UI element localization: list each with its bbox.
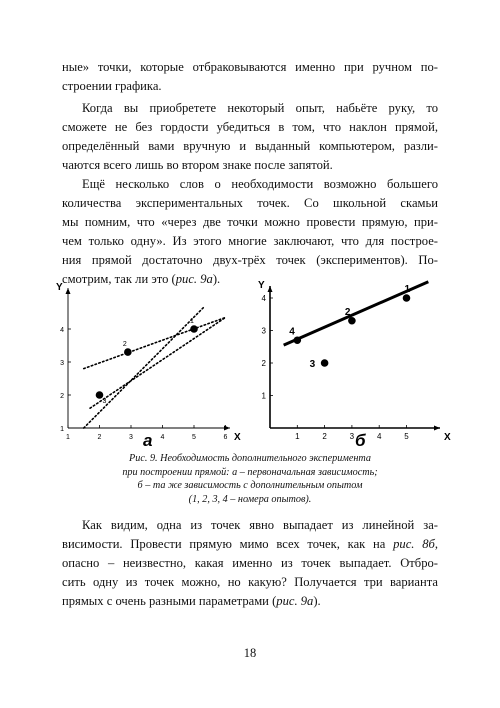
text-line: Когда вы приобретете некоторый опыт, набьёте руку, то	[82, 101, 438, 115]
y-axis-arrow	[66, 288, 71, 294]
text-line: Ещё несколько слов о необходимости возможно большего	[82, 177, 438, 191]
text-line: чем только одну». Из этого многие заключают, что для построе-	[62, 234, 438, 248]
y-tick-label: 2	[261, 359, 266, 368]
point-label: 1	[190, 318, 194, 325]
text-line: опасно – неизвестно, какая именно из точек выпадает. Отбро-	[62, 556, 438, 570]
text-line: смотрим, так ли это (рис. 9а).	[62, 272, 221, 286]
panel-label: б	[355, 431, 366, 450]
x-axis-label: X	[234, 432, 241, 443]
text-line: количества экспериментальных точек. Со школьной скамьи	[62, 196, 438, 210]
data-point	[190, 325, 198, 333]
text-line: прямых с очень разными параметрами (рис. 9а).	[62, 594, 321, 608]
x-tick-label: 5	[192, 434, 196, 441]
figure-reference: рис. 9а	[276, 594, 314, 608]
text-line: строении графика.	[62, 79, 162, 93]
y-tick-label: 4	[60, 327, 64, 334]
x-tick-label: 3	[129, 434, 133, 441]
x-tick-label: 6	[223, 434, 228, 441]
paragraph-3	[62, 175, 438, 289]
y-axis-label: Y	[258, 280, 265, 291]
paragraph-1	[62, 58, 438, 96]
fit-line	[84, 308, 204, 428]
y-tick-label: 1	[60, 426, 64, 433]
text-line: чаются всего лишь во втором знаке после запятой.	[62, 158, 333, 172]
caption-line: Рис. 9. Необходимость дополнительного эксперимента	[129, 453, 371, 464]
point-label: 2	[344, 306, 351, 318]
chart-panel-b	[252, 278, 452, 448]
text-line: Как видим, одна из точек явно выпадает из линейной за-	[82, 518, 438, 532]
text-line: сить одну из точек можно, но какую? Получается три варианта	[62, 575, 438, 589]
x-tick-label: 1	[295, 432, 300, 441]
text-line: ные» точки, которые отбраковываются именно при ручном по-	[62, 60, 438, 74]
point-label: 3	[309, 359, 316, 370]
x-tick-label: 4	[376, 432, 382, 441]
y-tick-label: 1	[261, 391, 266, 401]
fit-line	[84, 317, 226, 368]
x-tick-label: 3	[349, 432, 355, 441]
caption-line: б – та же зависимость с дополнительным опытом	[137, 480, 363, 491]
y-tick-label: 3	[261, 326, 266, 336]
page-number: 18	[243, 646, 257, 660]
point-label: 4	[289, 326, 295, 338]
text-line: мы помним, что «через две точки можно провести прямую, при-	[62, 215, 438, 229]
x-axis-arrow	[224, 426, 230, 431]
text-line: висимости. Провести прямую мимо всех точек, как на рис. 8б,	[62, 537, 438, 551]
text-line: определённый вами вручную и выданный компьютером, разли-	[62, 139, 438, 153]
figure-reference: рис. 8б	[393, 537, 435, 551]
caption-line: при построении прямой: а – первоначальная зависимость;	[122, 466, 378, 478]
y-tick-label: 2	[60, 393, 64, 400]
y-tick-label: 4	[261, 294, 266, 303]
data-point	[294, 336, 302, 344]
y-tick-label: 3	[60, 360, 64, 367]
chart-panel-a	[50, 278, 240, 448]
point-label: 3	[102, 398, 107, 405]
figure-caption	[60, 452, 440, 506]
data-point	[348, 317, 356, 325]
text-line: сможете не без гордости убедиться в том, что наклон прямой,	[62, 120, 438, 134]
y-axis-arrow	[268, 286, 273, 292]
figure-reference: рис. 9а	[175, 272, 213, 286]
caption-line: (1, 2, 3, 4 – номера опытов).	[188, 493, 312, 505]
text-line: ния прямой достаточно двух-трёх точек (экспериментов). По-	[62, 253, 438, 267]
x-axis-label: X	[444, 432, 451, 443]
fit-line	[90, 317, 225, 408]
x-tick-label: 2	[322, 432, 327, 441]
x-tick-label: 5	[404, 432, 409, 441]
data-point	[321, 359, 329, 367]
y-axis-label: Y	[56, 282, 63, 293]
x-tick-label: 1	[66, 434, 70, 441]
paragraph-4	[62, 516, 438, 611]
point-label: 2	[122, 341, 127, 349]
x-tick-label: 4	[160, 434, 165, 441]
panel-label: а	[143, 431, 153, 450]
data-point	[124, 348, 132, 356]
x-axis-arrow	[434, 426, 440, 431]
data-point	[403, 294, 411, 302]
point-label: 1	[404, 284, 411, 295]
paragraph-2	[62, 99, 438, 175]
x-tick-label: 2	[97, 434, 102, 441]
